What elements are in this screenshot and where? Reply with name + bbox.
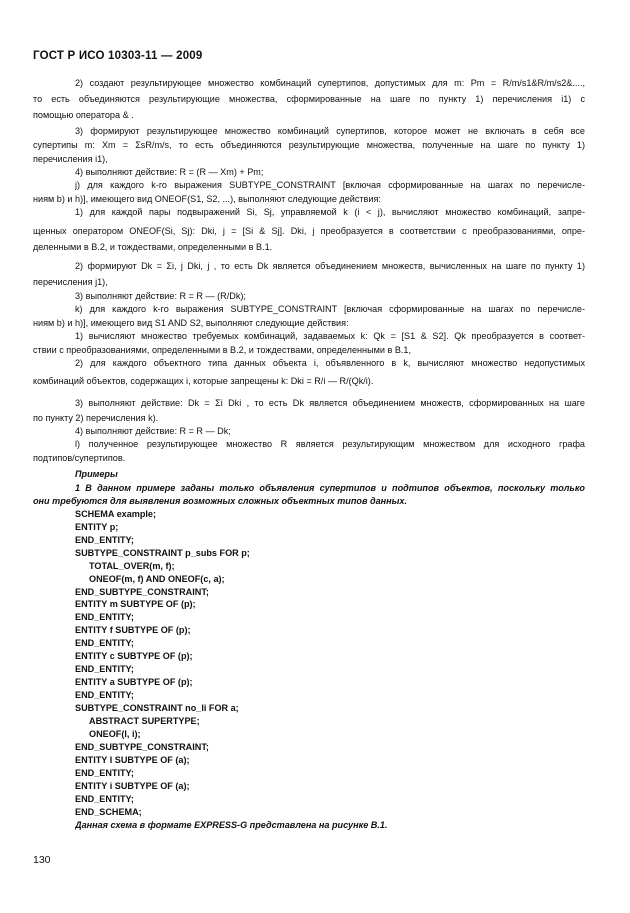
text-line: перечисления i1), bbox=[33, 154, 108, 164]
text-line: 3) формируют результирующее множество комбинаций супертипов, которое может не включать в себя все bbox=[75, 126, 585, 136]
example-text: они требуются для выявления возможных сложных объектных типов данных. bbox=[33, 496, 407, 506]
text-line: 4) выполняют действие: R = R — Dk; bbox=[75, 426, 231, 436]
code-line: ONEOF(l, i); bbox=[89, 729, 141, 739]
code-line: END_SCHEMA; bbox=[75, 807, 142, 817]
code-line: END_ENTITY; bbox=[75, 638, 134, 648]
code-line: END_ENTITY; bbox=[75, 768, 134, 778]
text-line: 4) выполняют действие: R = (R — Xm) + Pm; bbox=[75, 167, 264, 177]
document-header: ГОСТ Р ИСО 10303-11 — 2009 bbox=[33, 50, 203, 62]
code-line: ENTITY c SUBTYPE OF (p); bbox=[75, 651, 193, 661]
code-line: SUBTYPE_CONSTRAINT p_subs FOR p; bbox=[75, 548, 250, 558]
code-line: SUBTYPE_CONSTRAINT no_li FOR a; bbox=[75, 703, 239, 713]
text-line: 1) вычисляют множество требуемых комбинаций, задаваемых k: Qk = [S1 & S2]. Qk преобразуется в соответ- bbox=[75, 331, 585, 341]
example-text: 1 В данном примере заданы только объявления супертипов и подтипов объектов, поскольку только bbox=[75, 483, 585, 493]
text-line: по пункту 2) перечисления k). bbox=[33, 413, 159, 423]
code-line: END_SUBTYPE_CONSTRAINT; bbox=[75, 742, 209, 752]
text-line: ствии с преобразованиями, определенными в B.2, и тождествами, определенными в B.1, bbox=[33, 345, 412, 355]
text-line: то есть объединяются результирующие множества, сформированные на шаге по пункту 1) перечисления i1) с bbox=[33, 94, 585, 104]
text-line: k) для каждого k-го выражения SUBTYPE_CONSTRAINT [включая сформированные на шагах по перечисле- bbox=[75, 304, 585, 314]
code-line: ENTITY p; bbox=[75, 522, 119, 532]
code-line: END_ENTITY; bbox=[75, 612, 134, 622]
text-line: 3) выполняют действие: Dk = Σi Dki , то есть Dk является объединением множеств, сформированных на шаге bbox=[75, 398, 585, 408]
text-line: супертипы m: Xm = ΣsR/m/s, то есть объединяются результирующие множества, полученные на шаге по пункту 1) bbox=[33, 140, 585, 150]
code-line: END_SUBTYPE_CONSTRAINT; bbox=[75, 587, 209, 597]
page-number: 130 bbox=[33, 854, 51, 866]
code-line: TOTAL_OVER(m, f); bbox=[89, 561, 175, 571]
text-line: 3) выполняют действие: R = R — (R/Dk); bbox=[75, 291, 246, 301]
text-line: ниям b) и h)], имеющего вид ONEOF(S1, S2, ...), выполняют следующие действия: bbox=[33, 194, 381, 204]
code-line: SCHEMA example; bbox=[75, 509, 157, 519]
text-line: l) полученное результирующее множество R является результирующим множеством для исходного графа bbox=[75, 439, 585, 449]
code-line: ABSTRACT SUPERTYPE; bbox=[89, 716, 200, 726]
text-line: деленными в B.2, и тождествами, определенными в B.1. bbox=[33, 242, 273, 252]
code-line: ENTITY m SUBTYPE OF (p); bbox=[75, 599, 196, 609]
text-line: 2) создают результирующее множество комбинаций супертипов, допустимых для m: Pm = R/m/s1&R/m/s2&...., bbox=[75, 78, 585, 88]
text-line: комбинаций объектов, содержащих i, которые запрещены k: Dki = R/i — R/(Qk/i). bbox=[33, 376, 374, 386]
examples-title: Примеры bbox=[75, 469, 118, 479]
text-line: подтипов/супертипов. bbox=[33, 453, 126, 463]
text-line: помощью оператора & . bbox=[33, 110, 134, 120]
code-line: END_ENTITY; bbox=[75, 664, 134, 674]
code-line: ENTITY i SUBTYPE OF (a); bbox=[75, 781, 190, 791]
text-line: щенных оператором ONEOF(Si, Sj): Dki, j = [Si & Sj]. Dki, j преобразуется в соответствии с преобразованиями, опре- bbox=[33, 226, 585, 236]
text-line: j) для каждого k-го выражения SUBTYPE_CONSTRAINT [включая сформированные на шагах по перечисле- bbox=[75, 180, 585, 190]
code-line: END_ENTITY; bbox=[75, 794, 134, 804]
text-line: 1) для каждой пары подвыражений Si, Sj, управляемой k (i < j), вычисляют множество комбинаций, запре- bbox=[75, 207, 585, 217]
text-line: перечисления j1), bbox=[33, 277, 108, 287]
text-line: ниям b) и h)], имеющего вид S1 AND S2, выполняют следующие действия: bbox=[33, 318, 349, 328]
code-line: END_ENTITY; bbox=[75, 535, 134, 545]
code-line: END_ENTITY; bbox=[75, 690, 134, 700]
text-line: 2) для каждого объектного типа данных объекта i, объявленного в k, вычисляют множество недопустимых bbox=[75, 358, 585, 368]
code-line: ENTITY f SUBTYPE OF (p); bbox=[75, 625, 191, 635]
code-line: ONEOF(m, f) AND ONEOF(c, a); bbox=[89, 574, 225, 584]
text-line: 2) формируют Dk = Σi, j Dki, j , то есть Dk является объединением множеств, вычисленных на шаге по пункту 1) bbox=[75, 261, 585, 271]
code-line: ENTITY l SUBTYPE OF (a); bbox=[75, 755, 190, 765]
closing-note: Данная схема в формате EXPRESS-G представлена на рисунке В.1. bbox=[75, 820, 388, 830]
code-line: ENTITY a SUBTYPE OF (p); bbox=[75, 677, 193, 687]
